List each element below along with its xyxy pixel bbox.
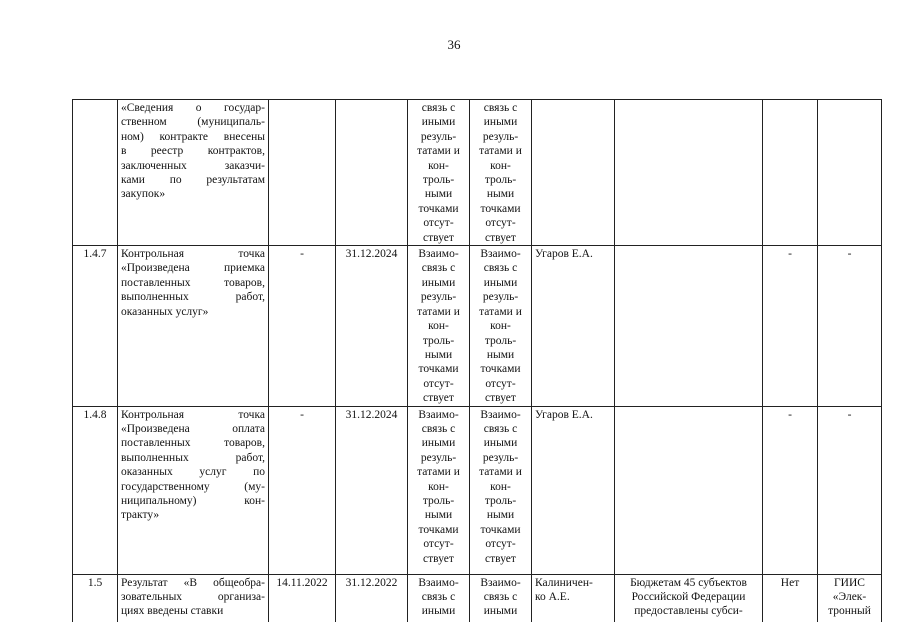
link-next-line: иными bbox=[483, 605, 518, 618]
item-number: 1.4.8 bbox=[73, 406, 118, 574]
item-name-line: Контрольная точка bbox=[121, 248, 265, 261]
link-next-line: кон- bbox=[490, 159, 511, 172]
link-next-line: татами и bbox=[479, 466, 522, 479]
end-date: 31.12.2024 bbox=[336, 246, 408, 406]
info-system-line: тронный bbox=[828, 605, 871, 618]
item-name-line: ками по результатам bbox=[121, 174, 265, 187]
link-next-line: татами и bbox=[479, 305, 522, 318]
link-previous-line: кон- bbox=[428, 320, 449, 333]
item-name-line: циях введены ставки bbox=[121, 605, 224, 618]
item-name-line: заключенных заказчи- bbox=[121, 159, 265, 172]
start-date: - bbox=[269, 246, 336, 406]
link-next-line: резуль- bbox=[482, 451, 519, 464]
link-next-line: Взаимо- bbox=[480, 408, 521, 421]
start-date: - bbox=[269, 406, 336, 574]
info-system-line: «Элек- bbox=[832, 590, 867, 603]
link-previous-line: Взаимо- bbox=[418, 408, 459, 421]
item-name-line: «Произведена оплата bbox=[121, 422, 265, 435]
link-previous-line: точками bbox=[418, 523, 459, 536]
link-next-line: Взаимо- bbox=[480, 248, 521, 261]
item-name-line: выполненных работ, bbox=[121, 291, 265, 304]
responsible-person bbox=[532, 574, 615, 622]
item-number bbox=[73, 100, 118, 246]
responsible-person bbox=[532, 246, 615, 406]
link-previous-line: татами и bbox=[417, 305, 460, 318]
link-next-line: кон- bbox=[490, 320, 511, 333]
result-description-line: предоставлены субси- bbox=[634, 605, 743, 618]
link-previous-line: резуль- bbox=[420, 130, 457, 143]
link-next-line: связь с bbox=[483, 590, 518, 603]
item-name-line: выполненных работ, bbox=[121, 451, 265, 464]
link-previous-line: ствует bbox=[423, 231, 454, 244]
responsible-person-line: Угаров Е.А. bbox=[535, 248, 593, 261]
link-previous bbox=[408, 100, 470, 246]
link-next-line: иными bbox=[483, 437, 518, 450]
item-name-line: закупок» bbox=[121, 188, 166, 201]
item-name bbox=[118, 406, 269, 574]
link-next bbox=[470, 246, 532, 406]
link-next-line: отсут- bbox=[485, 538, 516, 551]
link-previous-line: отсут- bbox=[423, 377, 454, 390]
item-name bbox=[118, 574, 269, 622]
table-row bbox=[73, 246, 882, 406]
item-name-line: ниципальному) кон- bbox=[121, 494, 265, 507]
link-previous-line: связь с bbox=[421, 590, 456, 603]
result-description bbox=[615, 406, 763, 574]
link-previous-line: Взаимо- bbox=[418, 248, 459, 261]
result-description bbox=[615, 100, 763, 246]
link-previous-line: точками bbox=[418, 363, 459, 376]
info-system bbox=[818, 100, 882, 246]
item-name-line: зовательных организа- bbox=[121, 590, 265, 603]
link-previous-line: резуль- bbox=[420, 291, 457, 304]
responsible-person bbox=[532, 100, 615, 246]
item-number: 1.4.7 bbox=[73, 246, 118, 406]
responsible-person-line: Угаров Е.А. bbox=[535, 408, 593, 421]
item-name-line: оказанных услуг» bbox=[121, 305, 209, 318]
link-previous-line: точками bbox=[418, 202, 459, 215]
table-row bbox=[73, 100, 882, 246]
link-next-line: ствует bbox=[485, 231, 516, 244]
link-previous-line: татами и bbox=[417, 466, 460, 479]
link-previous-line: ствует bbox=[423, 552, 454, 565]
link-previous-line: кон- bbox=[428, 159, 449, 172]
link-next-line: точками bbox=[480, 523, 521, 536]
link-next-line: связь с bbox=[483, 102, 518, 114]
link-previous-line: ствует bbox=[423, 392, 454, 405]
link-previous-line: связь с bbox=[421, 102, 456, 114]
link-previous-line: иными bbox=[421, 605, 456, 618]
link-next-line: иными bbox=[483, 116, 518, 129]
item-name-line: «Сведения о государ- bbox=[121, 102, 265, 114]
item-number: 1.5 bbox=[73, 574, 118, 622]
item-name-line: Контрольная точка bbox=[121, 408, 265, 421]
link-previous bbox=[408, 246, 470, 406]
info-system bbox=[818, 574, 882, 622]
info-system bbox=[818, 246, 882, 406]
item-name-line: поставленных товаров, bbox=[121, 437, 265, 450]
link-next-line: троль- bbox=[484, 334, 517, 347]
link-previous-line: связь с bbox=[421, 262, 456, 275]
table-row bbox=[73, 406, 882, 574]
info-system-line: ГИИС bbox=[834, 576, 865, 589]
result-description bbox=[615, 574, 763, 622]
link-next-line: точками bbox=[480, 202, 521, 215]
link-previous bbox=[408, 406, 470, 574]
link-next-line: ными bbox=[486, 188, 515, 201]
link-next-line: резуль- bbox=[482, 130, 519, 143]
link-previous-line: ными bbox=[424, 188, 453, 201]
info-system-line: - bbox=[847, 408, 852, 421]
responsible-person-line: Калиничен- bbox=[535, 576, 593, 589]
confirmation-flag: - bbox=[763, 406, 818, 574]
end-date: 31.12.2022 bbox=[336, 574, 408, 622]
link-previous-line: отсут- bbox=[423, 538, 454, 551]
link-next-line: кон- bbox=[490, 480, 511, 493]
link-next-line: точками bbox=[480, 363, 521, 376]
link-next-line: троль- bbox=[484, 494, 517, 507]
end-date bbox=[336, 100, 408, 246]
link-previous-line: троль- bbox=[422, 334, 455, 347]
link-next-line: татами и bbox=[479, 145, 522, 158]
link-next-line: отсут- bbox=[485, 377, 516, 390]
link-previous-line: кон- bbox=[428, 480, 449, 493]
item-name-line: в реестр контрактов, bbox=[121, 145, 265, 158]
link-next-line: связь с bbox=[483, 422, 518, 435]
info-system-line: - bbox=[847, 248, 852, 261]
end-date: 31.12.2024 bbox=[336, 406, 408, 574]
link-previous-line: татами и bbox=[417, 145, 460, 158]
item-name bbox=[118, 100, 269, 246]
link-next-line: ными bbox=[486, 509, 515, 522]
item-name bbox=[118, 246, 269, 406]
table-row bbox=[73, 574, 882, 622]
start-date: 14.11.2022 bbox=[269, 574, 336, 622]
link-next-line: троль- bbox=[484, 174, 517, 187]
link-next-line: резуль- bbox=[482, 291, 519, 304]
result-description-line: Российской Федерации bbox=[631, 590, 746, 603]
link-previous-line: иными bbox=[421, 437, 456, 450]
link-previous-line: иными bbox=[421, 276, 456, 289]
link-next-line: ствует bbox=[485, 392, 516, 405]
link-next bbox=[470, 406, 532, 574]
plan-table bbox=[72, 99, 882, 622]
item-name-line: государственному (му- bbox=[121, 480, 265, 493]
link-previous-line: троль- bbox=[422, 494, 455, 507]
link-previous-line: отсут- bbox=[423, 217, 454, 230]
link-previous-line: ными bbox=[424, 509, 453, 522]
item-name-line: ном) контракте внесены bbox=[121, 130, 265, 143]
confirmation-flag bbox=[763, 100, 818, 246]
confirmation-flag: Нет bbox=[763, 574, 818, 622]
link-previous-line: резуль- bbox=[420, 451, 457, 464]
responsible-person bbox=[532, 406, 615, 574]
item-name-line: поставленных товаров, bbox=[121, 276, 265, 289]
result-description bbox=[615, 246, 763, 406]
link-previous-line: связь с bbox=[421, 422, 456, 435]
link-next-line: иными bbox=[483, 276, 518, 289]
result-description-line: Бюджетам 45 субъектов bbox=[630, 576, 747, 589]
link-previous-line: ными bbox=[424, 348, 453, 361]
link-previous-line: троль- bbox=[422, 174, 455, 187]
item-name-line: «Произведена приемка bbox=[121, 262, 265, 275]
confirmation-flag: - bbox=[763, 246, 818, 406]
start-date bbox=[269, 100, 336, 246]
link-next bbox=[470, 100, 532, 246]
link-next-line: ными bbox=[486, 348, 515, 361]
responsible-person-line: ко А.Е. bbox=[535, 590, 570, 603]
link-previous bbox=[408, 574, 470, 622]
item-name-line: тракту» bbox=[121, 509, 160, 522]
info-system bbox=[818, 406, 882, 574]
item-name-line: оказанных услуг по bbox=[121, 466, 265, 479]
item-name-line: Результат «В общеобра- bbox=[121, 576, 265, 589]
link-previous-line: Взаимо- bbox=[418, 576, 459, 589]
link-next-line: отсут- bbox=[485, 217, 516, 230]
link-next-line: ствует bbox=[485, 552, 516, 565]
link-next-line: связь с bbox=[483, 262, 518, 275]
link-next-line: Взаимо- bbox=[480, 576, 521, 589]
link-next bbox=[470, 574, 532, 622]
page-number: 36 bbox=[447, 37, 461, 52]
item-name-line: ственном (муниципаль- bbox=[121, 116, 265, 129]
link-previous-line: иными bbox=[421, 116, 456, 129]
